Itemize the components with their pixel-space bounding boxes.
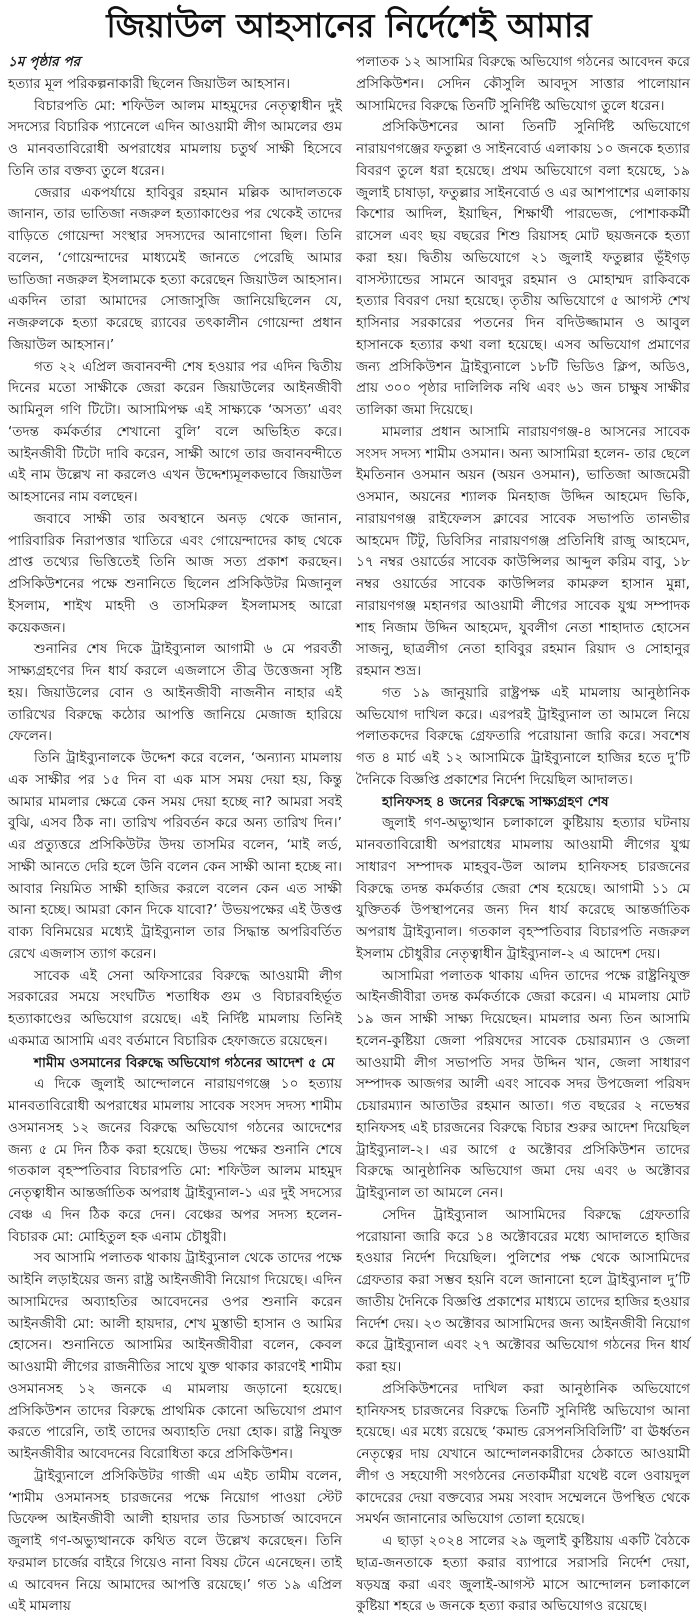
body-paragraph: আসামিরা পলাতক থাকায় এদিন তাদের পক্ষে রাষ্ট্রনিযুক্ত আইনজীবীরা তদন্ত কর্মকর্তাকে জেরা করেন। এ মামলায় মোট ১৯ জন সাক্ষী সাক্ষ্য দিয়েছেন। মামলার অন্য তিন আসামি হলেন-কুষ্টিয়া জেলা পরিষদের সাবেক চেয়ারম্যান ও জেলা আওয়ামী লীগ সভাপতি সদর উদ্দিন খান, জেলা সাধারণ সম্পাদক আজগর আলী এবং সাবেক সদর উপজেলা পরিষদ চেয়ারম্যান আতাউর রহমান আতা। গত বছরের ২ নভেম্বর হানিফসহ এই চারজনের বিরুদ্ধে বিচার শুরুর আদেশ দিয়েছিল ট্রাইব্যুনাল-২। এর আগে ৫ অক্টোবর প্রসিকিউশন তাদের বিরুদ্ধে আনুষ্ঠানিক অভিযোগ জমা দেয় এবং ৬ অক্টোবর ট্রাইব্যুনাল তা আমলে নেন। <box>356 967 690 1201</box>
body-paragraph: সেদিন ট্রাইব্যুনাল আসামিদের বিরুদ্ধে গ্রেফতারি পরোয়ানা জারি করে ১৪ অক্টোবরের মধ্যে আদালতে হাজির হওয়ার নির্দেশ দিয়েছিল। পুলিশের পক্ষ থেকে আসামিদের গ্রেফতার করা সম্ভব হয়নি বলে জানানো হলে ট্রাইব্যুনাল দু’টি জাতীয় দৈনিকে বিজ্ঞপ্তি প্রকাশের মাধ্যমে তাদের হাজির হওয়ার নির্দেশ দেয়। ২৩ অক্টোবর আসামিদের জন্য আইনজীবী নিয়োগ করে ট্রাইব্যুনাল এবং ২৭ অক্টোবর অভিযোগ গঠনের দিন ধার্য করা হয়। <box>356 1206 690 1375</box>
body-paragraph: জবাবে সাক্ষী তার অবস্থানে অনড় থেকে জানান, পারিবারিক নিরাপত্তার খাতিরে এবং গোয়েন্দাদের কাছ থেকে প্রাপ্ত তথ্যের ভিত্তিতেই তিনি আজ সত্য প্রকাশ করছেন। প্রসিকিউশনের পক্ষে শুনানিতে ছিলেন প্রসিকিউটর মিজানুল ইসলাম, শাইখ মাহদী ও তাসমিরুল ইসলামসহ আরো কয়েকজন। <box>8 510 342 636</box>
body-paragraph: বিচারপতি মো: শফিউল আলম মাহমুদের নেতৃত্বাধীন দুই সদস্যের বিচারিক প্যানেলে এদিন আওয়ামী লীগ আমলের গুম ও মানবতাবিরোধী অপরাধের মামলায় চতুর্থ সাক্ষী হিসেবে তিনি তার বক্তব্য তুলে ধরেন। <box>8 97 342 179</box>
continued-paragraph: পলাতক ১২ আসামির বিরুদ্ধে অভিযোগ গঠনের আবেদন করে প্রসিকিউশন। সেদিন কৌসুলি আবদুস সাত্তার পালোয়ান আসামিদের বিরুদ্ধে তিনটি সুনির্দিষ্ট অভিযোগ তুলে ধরেন। <box>356 54 690 114</box>
continued-from-label: ১ম পৃষ্ঠার পর <box>8 54 81 70</box>
section-subheading: হানিফসহ ৪ জনের বিরুদ্ধে সাক্ষ্যগ্রহণ শেষ <box>382 793 609 810</box>
body-paragraph: গত ১৯ জানুয়ারি রাষ্ট্রপক্ষ এই মামলায় আনুষ্ঠানিক অভিযোগ দাখিল করে। এরপরই ট্রাইব্যুনাল তা আমলে নিয়ে পলাতকদের বিরুদ্ধে গ্রেফতারি পরোয়ানা জারি করে। সবশেষ গত ৪ মার্চ এই ১২ আসামিকে ট্রাইব্যুনালে হাজির হতে দু’টি দৈনিকে বিজ্ঞপ্তি প্রকাশের নির্দেশ দিয়েছিল আদালত। <box>356 684 690 788</box>
article-column-left <box>8 52 342 1618</box>
body-paragraph: এ দিকে জুলাই আন্দোলনে নারায়ণগঞ্জে ১০ হত্যায় মানবতাবিরোধী অপরাধের মামলায় সাবেক সংসদ সদস্য শামীম ওসমানসহ ১২ জনের বিরুদ্ধে অভিযোগ গঠনের আদেশের জন্য ৫ মে দিন ঠিক করা হয়েছে। উভয় পক্ষের শুনানি শেষে গতকাল বৃহস্পতিবার বিচারপতি মো: শফিউল আলম মাহমুদ নেতৃত্বাধীন আন্তর্জাতিক অপরাধ ট্রাইব্যুনাল-১ এর দুই সদস্যের বেঞ্চ এ দিন ঠিক করে দেন। বেঞ্চের অপর সদস্য হলেন- বিচারক মো: মোহিতুল হক এনাম চৌধুরী। <box>8 1076 342 1245</box>
body-paragraph: সব আসামি পলাতক থাকায় ট্রাইব্যুনাল থেকে তাদের পক্ষে আইনি লড়াইয়ের জন্য রাষ্ট্র আইনজীবী নিয়োগ দিয়েছে। এদিন আসামিদের অব্যাহতির আবেদনের ওপর শুনানি করেন আইনজীবী মো: আলী হায়দার, শেখ মুস্তাভী হাসান ও আমির হোসেন। শুনানিতে আসামির আইনজীবীরা বলেন, কেবল আওয়ামী লীগের রাজনীতির সাথে যুক্ত থাকার কারণেই শামীম ওসমানসহ ১২ জনকে এ মামলায় জড়ানো হয়েছে। প্রসিকিউশন তাদের বিরুদ্ধে প্রাথমিক কোনো অভিযোগ প্রমাণ করতে পারেনি, তাই তাদের অব্যাহতি দেয়া হোক। রাষ্ট্র নিযুক্ত আইনজীবীর আবেদনের বিরোধিতা করে প্রসিকিউশন। <box>8 1250 342 1462</box>
body-paragraph: এ ছাড়া ২০২৪ সালের ২৯ জুলাই কুষ্টিয়ায় একটি বৈঠকে ছাত্র-জনতাকে হত্যা করার ব্যাপারে সরাসরি নির্দেশ দেয়া, ষড়যন্ত্র করা এবং জুলাই-আগস্ট মাসে আন্দোলন চলাকালে কুষ্টিয়া শহরে ৬ জনকে হত্যা করার অভিযোগও রয়েছে। <box>356 1533 690 1615</box>
article-headline: জিয়াউল আহসানের নির্দেশেই আমার <box>106 6 592 45</box>
body-paragraph: মামলার প্রধান আসামি নারায়ণগঞ্জ-৪ আসনের সাবেক সংসদ সদস্য শামীম ওসমান। অন্য আসামিরা হলেন- তার ছেলে ইমতিনান ওসমান অয়ন (অয়ন ওসমান), ভাতিজা আজমেরী ওসমান, অয়নের শ্যালক মিনহাজ উদ্দিন আহমেদ ভিকি, নারায়ণগঞ্জ রাইফেলস ক্লাবের সাবেক সভাপতি তানভীর আহমেদ টিটু, ডিবিসির নারায়ণগঞ্জ প্রতিনিধি রাজু আহমেদ, ১৭ নম্বর ওয়ার্ডের সাবেক কাউন্সিলর আব্দুল করিম বাবু, ১৮ নম্বর ওয়ার্ডের সাবেক কাউন্সিলর কামরুল হাসান মুন্না, নারায়ণগঞ্জ মহানগর আওয়ামী লীগের সাবেক যুগ্ম সম্পাদক শাহ নিজাম উদ্দিন আহমেদ, যুবলীগ নেতা শাহাদাত হোসেন সাজনু, ছাত্রলীগ নেতা হাবিবুর রহমান রিয়াদ ও সোহানুর রহমান শুভ্র। <box>356 423 690 679</box>
article-column-right <box>356 52 690 1618</box>
body-paragraph: প্রসিকিউশনের দাখিল করা আনুষ্ঠানিক অভিযোগে হানিফসহ চারজনের বিরুদ্ধে তিনটি সুনির্দিষ্ট অভিযোগ আনা হয়েছে। এর মধ্যে রয়েছে ‘কমান্ড রেসপনসিবিলিটি’ বা ঊর্ধ্বতন নেতৃত্বের দায় যেখানে আন্দোলনকারীদের ঠেকাতে আওয়ামী লীগ ও সহযোগী সংগঠনের নেতাকর্মীরা যথেষ্ট বলে ওবায়দুল কাদেরের দেয়া বক্তব্যের সময় সংবাদ সম্মেলনে উপস্থিত থেকে সমর্থন জানানোর অভিযোগ তোলা হয়েছে। <box>356 1380 690 1528</box>
body-paragraph: শুনানির শেষ দিকে ট্রাইব্যুনাল আগামী ৬ মে পরবর্তী সাক্ষ্যগ্রহণের দিন ধার্য করলে এজলাসে তীব্র উত্তেজনা সৃষ্টি হয়। জিয়াউলের বোন ও আইনজীবী নাজনীন নাহার এই তারিখের বিরুদ্ধে কঠোর আপত্তি জানিয়ে মেজাজ হারিয়ে ফেলেন। <box>8 641 342 745</box>
body-paragraph: প্রসিকিউশনের আনা তিনটি সুনির্দিষ্ট অভিযোগে নারায়ণগঞ্জের ফতুল্লা ও সাইনবোর্ড এলাকায় ১০ জনকে হত্যার বিবরণ তুলে ধরা হয়েছে। প্রথম অভিযোগে বলা হয়েছে, ১৯ জুলাই চাষাড়া, ফতুল্লার সাইনবোর্ড ও এর আশপাশের এলাকায় কিশোর আদিল, ইয়াছিন, শিক্ষার্থী পারভেজ, পোশাককর্মী রাসেল এবং ছয় বছরের শিশু রিয়াসহ মোট ছয়জনকে হত্যা করা হয়। দ্বিতীয় অভিযোগে ২১ জুলাই ফতুল্লার ভূঁইগড় বাসস্ট্যান্ডের সামনে আবদুর রহমান ও মোহাম্মদ রাকিবকে হত্যার বিবরণ দেয়া হয়েছে। তৃতীয় অভিযোগে ৫ আগস্ট শেখ হাসিনার সরকারের পতনের দিন বদিউজ্জামান ও আবুল হাসানকে হত্যার কথা বলা হয়েছে। এসব অভিযোগ প্রমাণের জন্য প্রসিকিউশন ট্রাইব্যুনালে ১৮টি ভিডিও ক্লিপ, অডিও, প্রায় ৩০০ পৃষ্ঠার দালিলিক নথি এবং ৬১ জন চাক্ষুষ সাক্ষীর তালিকা জমা দিয়েছে। <box>356 119 690 418</box>
body-paragraph: জেরার একপর্যায়ে হাবিবুর রহমান মল্লিক আদালতকে জানান, তার ভাতিজা নজরুল হত্যাকাণ্ডের পর থেকেই তাদের বাড়িতে গোয়েন্দা সংস্থার সদস্যদের আনাগোনা ছিল। তিনি বলেন, ‘গোয়েন্দাদের মাধ্যমেই জানতে পেরেছি আমার ভাতিজা নজরুল ইসলামকে হত্যা করেছেন জিয়াউল আহসান। একদিন তারা আমাদের সোজাসুজি জানিয়েছিলেন যে, নজরুলকে হত্যা করেছে র‌্যাবের তৎকালীন গোয়েন্দা প্রধান জিয়াউল আহসান।’ <box>8 184 342 353</box>
body-paragraph: জুলাই গণ-অভ্যুত্থান চলাকালে কুষ্টিয়ায় হত্যার ঘটনায় মানবতাবিরোধী অপরাধের মামলায় আওয়ামী লীগের যুগ্ম সাধারণ সম্পাদক মাহবুব-উল আলম হানিফসহ চারজনের বিরুদ্ধে তদন্ত কর্মকর্তার জেরা শেষ হয়েছে। আগামী ১১ মে যুক্তিতর্ক উপস্থাপনের জন্য দিন ধার্য করেছে আন্তর্জাতিক অপরাধ ট্রাইব্যুনাল। গতকাল বৃহস্পতিবার বিচারপতি নজরুল ইসলাম চৌধুরীর নেতৃত্বাধীন ট্রাইব্যুনাল-২ এ আদেশ দেয়। <box>356 815 690 962</box>
article-body <box>0 50 698 1618</box>
continued-paragraph: হত্যার মূল পরিকল্পনাকারী ছিলেন জিয়াউল আহসান। <box>8 75 291 92</box>
body-paragraph: তিনি ট্রাইব্যুনালকে উদ্দেশ করে বলেন, ‘অন্যান্য মামলায় এক সাক্ষীর পর ১৫ দিন বা এক মাস সময় দেয়া হয়, কিন্তু আমার মামলার ক্ষেত্রে কেন সময় দেয়া হচ্ছে না? আমরা সবই বুঝি, এসব ঠিক না। তারিখ পরিবর্তন করে অন্য তারিখ দিন।’ এর প্রত্যুত্তরে প্রসিকিউটর উদয় তাসমির বলেন, ‘মাই লর্ড, সাক্ষী আনতে দেরি হলে উনি বলেন কেন সাক্ষী আনা হচ্ছে না। আবার নিয়মিত সাক্ষী হাজির করলে বলেন কেন এত সাক্ষী আনা হচ্ছে। আমরা কোন দিকে যাবো?’ উভয়পক্ষের এই উত্তপ্ত বাক্য বিনিময়ের মধ্যেই ট্রাইব্যুনাল তার সিদ্ধান্ত অপরিবর্তিত রেখে এজলাস ত্যাগ করেন। <box>8 750 342 962</box>
body-paragraph: সাবেক এই সেনা অফিসারের বিরুদ্ধে আওয়ামী লীগ সরকারের সময়ে সংঘটিত শতাধিক গুম ও বিচারবহির্ভূত হত্যাকাণ্ডের অভিযোগ রয়েছে। এই নির্দিষ্ট মামলায় তিনিই একমাত্র আসামি এবং বর্তমানে বিচারিক হেফাজতে রয়েছেন। <box>8 967 342 1049</box>
body-paragraph: ট্রাইব্যুনালে প্রসিকিউটর গাজী এম এইচ তামীম বলেন, ‘শামীম ওসমানসহ চারজনের পক্ষে নিয়োগ পাওয়া স্টেট ডিফেন্স আইনজীবী আলী হায়দার তার ডিসচার্জ আবেদনে জুলাই গণ-অভ্যুত্থানকে কথিত বলে উল্লেখ করেছেন। তিনি ফরমাল চার্জের বাইরে গিয়েও নানা বিষয় টেনে এনেছেন। তাই এ আবেদন নিয়ে আমাদের আপত্তি রয়েছে।’ গত ১৯ এপ্রিল এই মামলায় <box>8 1467 342 1615</box>
section-subheading: শামীম ওসমানের বিরুদ্ধে অভিযোগ গঠনের আদেশ ৫ মে <box>34 1054 335 1071</box>
body-paragraph: গত ২২ এপ্রিল জবানবন্দী শেষ হওয়ার পর এদিন দ্বিতীয় দিনের মতো সাক্ষীকে জেরা করেন জিয়াউলের আইনজীবী আমিনুল গণি টিটো। আসামিপক্ষ এই সাক্ষ্যকে ‘অসত্য’ এবং ‘তদন্ত কর্মকর্তার শেখানো বুলি’ বলে অভিহিত করে। আইনজীবী টিটো দাবি করেন, সাক্ষী আগে তার জবানবন্দীতে এই নাম উল্লেখ না করলেও এখন উদ্দেশ্যমূলকভাবে জিয়াউল আহসানের নাম বলছেন। <box>8 358 342 505</box>
